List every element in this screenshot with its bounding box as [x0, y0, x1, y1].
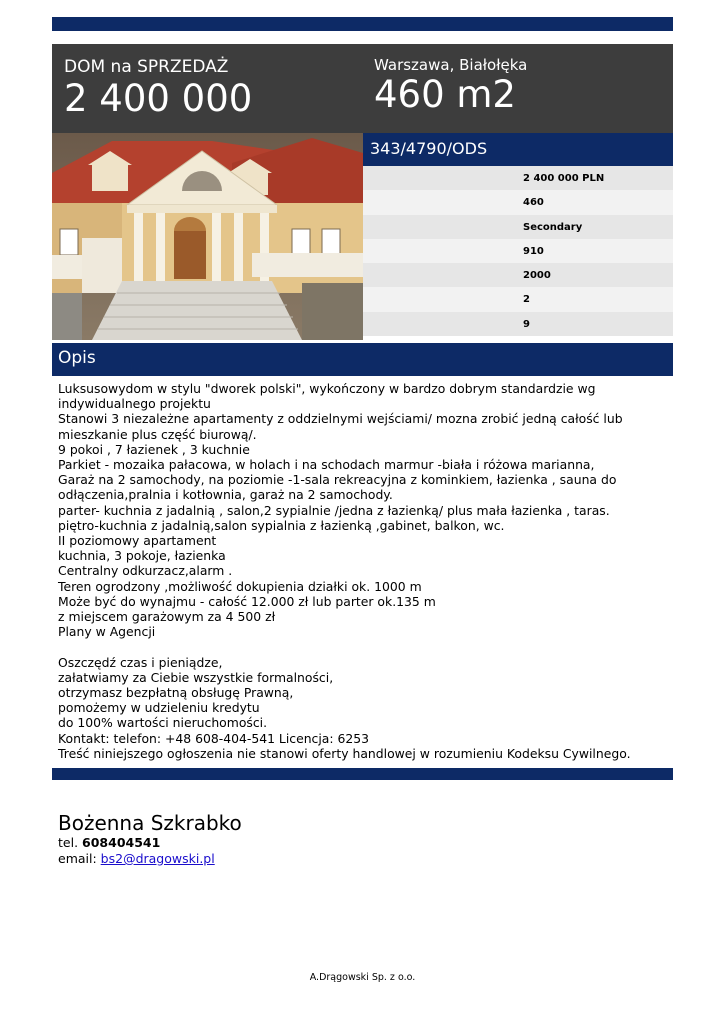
description-line: odłączenia,pralnia i kotłownia, garaż na 2 samochody. [58, 487, 393, 503]
param-row [363, 263, 673, 287]
param-row [363, 239, 673, 263]
description-line: Może być do wynajmu - całość 12.000 zł lub parter ok.135 m [58, 593, 436, 609]
agent-email-line [58, 851, 242, 867]
param-value: 910 [523, 245, 544, 257]
listing-reference: 343/4790/ODS [370, 139, 488, 158]
param-value: 2 [523, 294, 530, 306]
listing-header [52, 44, 673, 133]
description-header [52, 343, 673, 376]
description-line: indywidualnego projektu [58, 396, 211, 412]
description-line [58, 639, 668, 654]
description-line: 9 pokoi , 7 łazienek , 3 kuchnie [58, 441, 250, 457]
description-line: Oszczędź czas i pieniądze, [58, 654, 223, 670]
house-photo-illustration [52, 133, 363, 340]
description-line: Teren ogrodzony ,możliwość dokupienia działki ok. 1000 m [58, 578, 422, 594]
description-line: mieszkanie plus część biurową/. [58, 426, 257, 442]
description-line: z miejscem garażowym za 4 500 zł [58, 609, 276, 625]
agent-phone-line [58, 835, 242, 851]
property-type: DOM na SPRZEDAŻ [64, 57, 229, 77]
param-value: Secondary [523, 221, 583, 233]
description-line: Garaż na 2 samochody, na poziomie -1-sala rekreacyjna z kominkiem, łazienka , sauna do [58, 472, 617, 488]
description-line: załatwiamy za Ciebie wszystkie formalności, [58, 669, 334, 685]
param-value: 460 [523, 197, 544, 209]
description-line: Centralny odkurzacz,alarm . [58, 563, 233, 579]
property-price: 2 400 000 [64, 77, 253, 120]
description-line: piętro-kuchnia z jadalnią,salon sypialnia z łazienką ,gabinet, balkon, wc. [58, 517, 505, 533]
property-area: 460 m2 [374, 73, 516, 116]
top-accent-bar [52, 17, 673, 31]
param-value: 2000 [523, 270, 551, 282]
description-line: Kontakt: telefon: +48 608-404-541 Licencja: 6253 [58, 730, 370, 746]
description-line: kuchnia, 3 pokoje, łazienka [58, 548, 226, 564]
description-title: Opis [58, 348, 96, 368]
agent-contact [58, 811, 242, 867]
property-photo [52, 133, 363, 340]
description-line: parter- kuchnia z jadalnią , salon,2 sypialnie /jedna z łazienką/ plus mała łazienka , taras. [58, 502, 610, 518]
param-row [363, 287, 673, 311]
description-line: Treść niniejszego ogłoszenia nie stanowi oferty handlowej w rozumieniu Kodeksu Cywilnego. [58, 745, 631, 761]
agent-name: Bożenna Szkrabko [58, 811, 242, 835]
param-value: 9 [523, 318, 530, 330]
bottom-accent-bar [52, 768, 673, 780]
param-row [363, 190, 673, 214]
agent-phone: 608404541 [82, 835, 161, 850]
param-row [363, 312, 673, 336]
footer-company: A.Drągowski Sp. z o.o. [309, 972, 416, 983]
listing-reference-bar [363, 133, 673, 166]
property-location: Warszawa, Białołęka [374, 56, 528, 74]
description-line: II poziomowy apartament [58, 533, 217, 549]
description-line: Plany w Agencji [58, 624, 156, 640]
description-line: Stanowi 3 niezależne apartamenty z oddzielnymi wejściami/ mozna zrobić jedną całość lub [58, 411, 623, 427]
param-row [363, 166, 673, 190]
description-line: otrzymasz bezpłatną obsługę Prawną, [58, 685, 294, 701]
param-value: 2 400 000 PLN [523, 173, 605, 184]
description-body [58, 381, 668, 761]
description-line: do 100% wartości nieruchomości. [58, 715, 268, 731]
agent-phone-label: tel. [58, 835, 79, 850]
param-row [363, 215, 673, 239]
listing-params-table [363, 166, 673, 336]
description-line: pomożemy w udzieleniu kredytu [58, 700, 260, 716]
agent-email-link[interactable]: bs2@dragowski.pl [100, 851, 215, 866]
description-line: Parkiet - mozaika pałacowa, w holach i na schodach marmur -biała i różowa marianna, [58, 457, 595, 473]
description-line: Luksusowydom w stylu "dworek polski", wykończony w bardzo dobrym standardzie wg [58, 381, 596, 396]
agent-email-label: email: [58, 851, 97, 866]
